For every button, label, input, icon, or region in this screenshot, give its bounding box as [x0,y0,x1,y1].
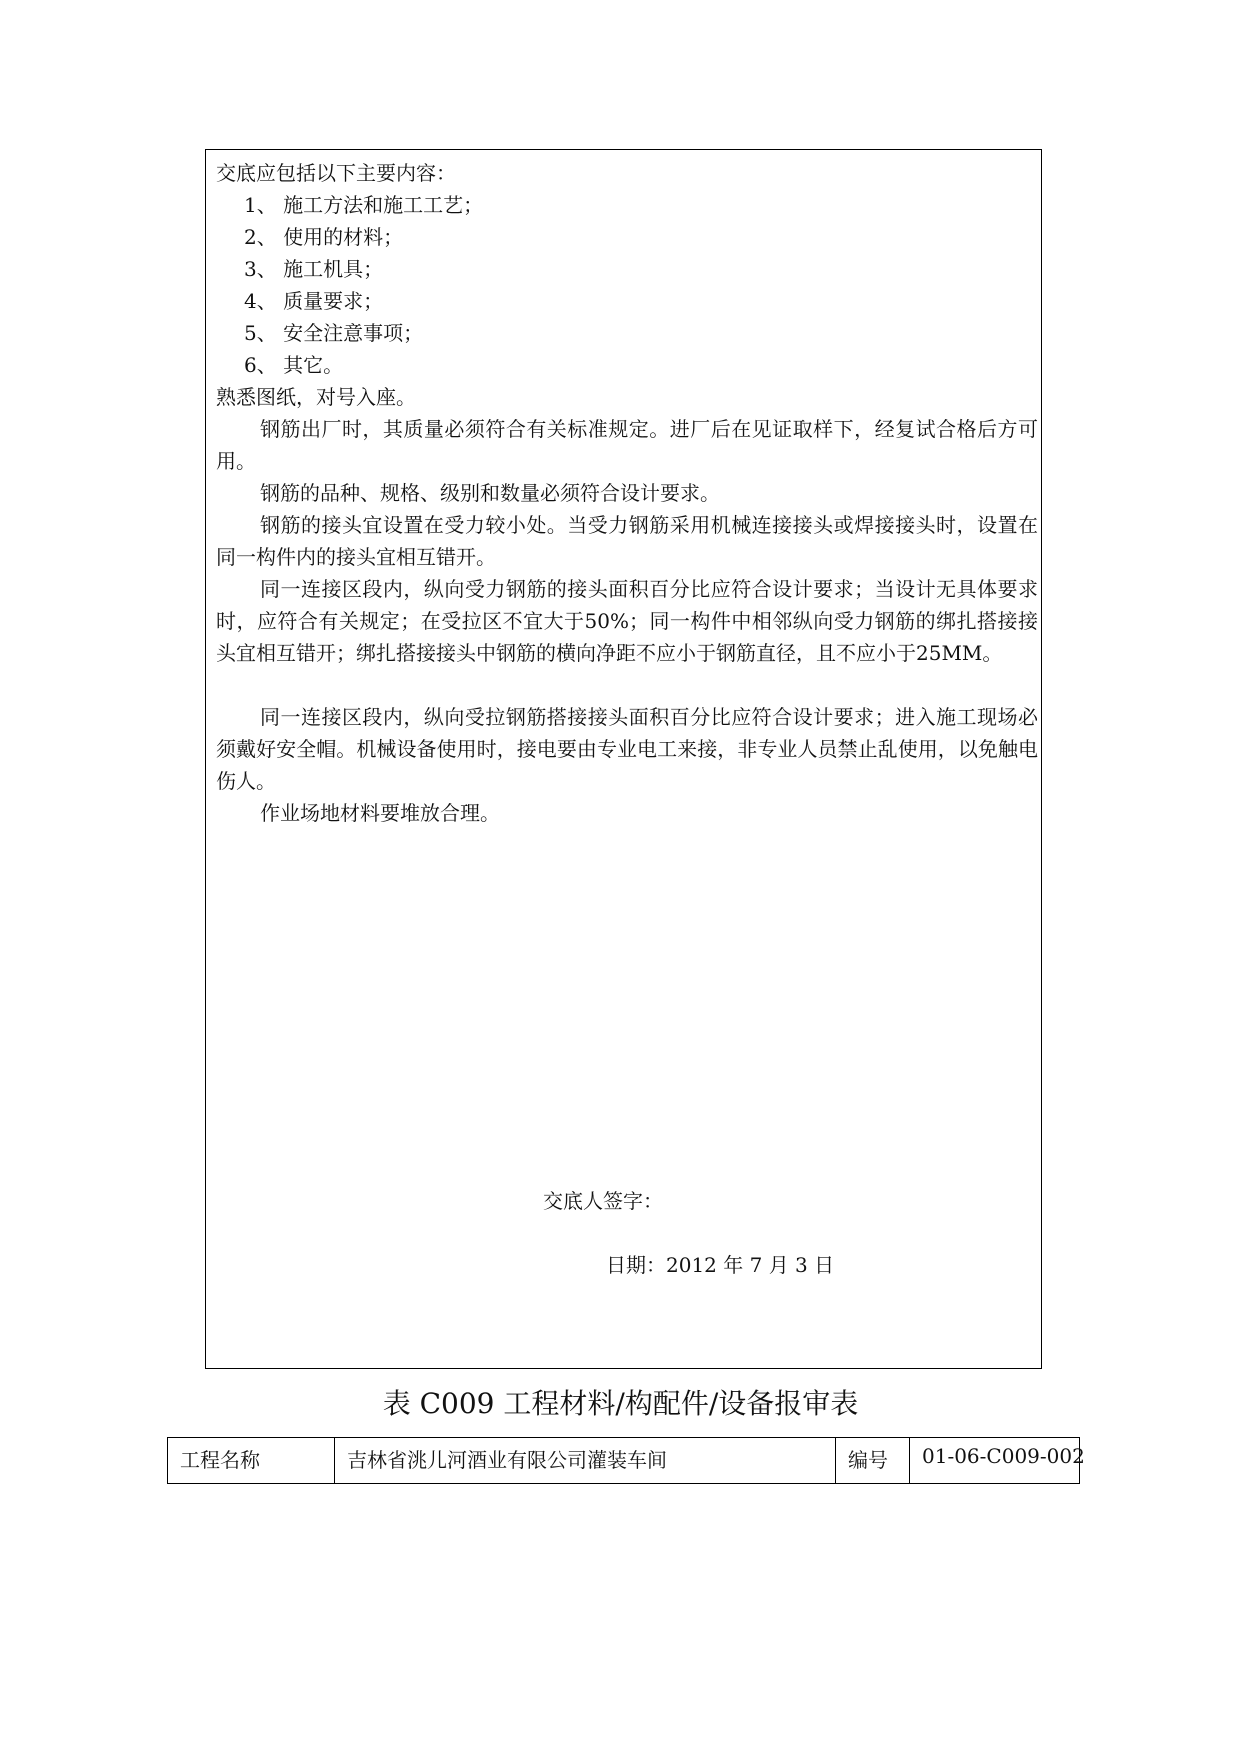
number-label: 编号 [836,1438,910,1484]
disclosure-item: 4、 质量要求； [244,289,384,313]
signer-label: 交底人签字： [543,1189,663,1213]
project-name-value: 吉林省洮儿河酒业有限公司灌装车间 [335,1438,836,1484]
disclosure-item: 1、 施工方法和施工工艺； [244,193,484,217]
disclosure-item: 3、 施工机具； [244,257,384,281]
date-label: 日期：2012 年 7 月 3 日 [606,1253,835,1277]
project-name-label: 工程名称 [168,1438,335,1484]
paragraph-safety: 同一连接区段内，纵向受拉钢筋搭接接头面积百分比应符合设计要求；进入施工现场必须戴好安全帽。机械设备使用时，接电要由专业电工来接，非专业人员禁止乱使用，以免触电伤人。 [216,705,1038,793]
disclosure-item: 5、 安全注意事项； [244,321,424,345]
project-info-table [167,1437,1085,1484]
familiar-drawings-line: 熟悉图纸，对号入座。 [216,385,416,409]
paragraph-joint-area-ratio: 同一连接区段内，纵向受力钢筋的接头面积百分比应符合设计要求；当设计无具体要求时，应符合有关规定；在受拉区不宜大于50%；同一构件中相邻纵向受力钢筋的绑扎搭接接头宜相互错开；绑扎搭接接头中钢筋的横向净距不应小于钢筋直径，且不应小于25MM。 [216,577,1038,665]
table-row [168,1438,1080,1484]
disclosure-item: 2、 使用的材料； [244,225,404,249]
paragraph-rebar-spec: 钢筋的品种、规格、级别和数量必须符合设计要求。 [260,481,720,505]
disclosure-intro: 交底应包括以下主要内容： [216,161,456,185]
paragraph-site-materials: 作业场地材料要堆放合理。 [260,801,500,825]
number-value: 01-06-C009-002 [910,1438,1080,1484]
paragraph-rebar-quality: 钢筋出厂时，其质量必须符合有关标准规定。进厂后在见证取样下，经复试合格后方可用。 [216,417,1038,473]
disclosure-item: 6、 其它。 [244,353,344,377]
paragraph-rebar-joints: 钢筋的接头宜设置在受力较小处。当受力钢筋采用机械连接接头或焊接接头时，设置在同一构件内的接头宜相互错开。 [216,513,1038,569]
table-title: 表 C009 工程材料/构配件/设备报审表 [382,1387,859,1420]
